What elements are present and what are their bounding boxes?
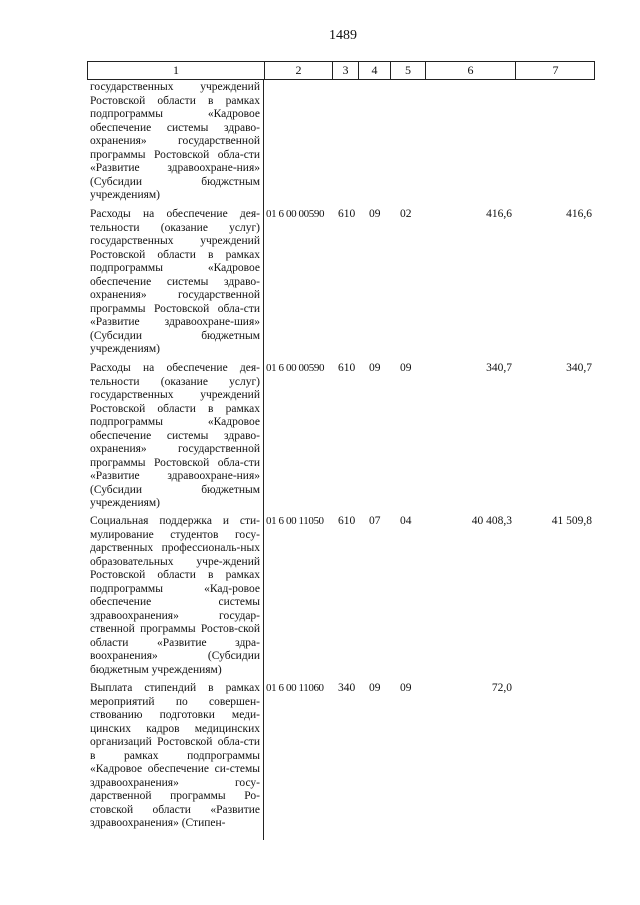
row-description: Расходы на обеспечение дея-тельности (оказание услуг) государственных учреждений Ростовской области в рамках подпрограммы «Кадровое обеспечение системы здраво-охранения» государственной программы Ростовской обла-сти «Развитие здравоохране-ния» (Субсидии бюджетным учреждениям) bbox=[90, 362, 260, 509]
row-amount-col6: 340,7 bbox=[486, 362, 512, 374]
column-header-1: 1 bbox=[173, 63, 179, 77]
row-amount-col7: 340,7 bbox=[566, 362, 592, 374]
row-subsection: 04 bbox=[400, 515, 412, 527]
column-header-7: 7 bbox=[515, 62, 595, 79]
row-target-code: 01 6 00 00590 bbox=[266, 208, 325, 220]
row-section: 09 bbox=[369, 208, 381, 220]
row-target-code: 01 6 00 11060 bbox=[266, 682, 324, 694]
row-amount-col7: 41 509,8 bbox=[551, 515, 592, 527]
page-number: 1489 bbox=[329, 28, 357, 43]
row-amount-col6: 40 408,3 bbox=[471, 515, 512, 527]
row-description: Выплата стипендий в рамках мероприятий по совершен-ствованию подготовки меди-цинских кадров медицинских организаций Ростовской обла-сти в рамках подпрограммы «Кадровое обеспечение си-стемы здравоохранения» госу-дарственной программы Ро-стовской области «Развитие здравоохранения» (Стипен- bbox=[90, 682, 260, 829]
column-header-3: 3 bbox=[332, 62, 358, 79]
row-section: 07 bbox=[369, 515, 381, 527]
table-header-row bbox=[87, 61, 595, 80]
row-expense-type: 610 bbox=[338, 208, 356, 220]
row-description: Социальная поддержка и сти-мулирование студентов госу-дарственных профессиональ-ных образовательных учре-ждений Ростовской области в рамках подпрограммы «Кад-ровое обеспечение системы здравоохранения» государ-ственной программы Ростов-ской области «Развитие здра-воохранения» (Субсидии бюджетным учреждениям) bbox=[90, 515, 260, 676]
row-expense-type: 610 bbox=[338, 515, 356, 527]
row-target-code: 01 6 00 00590 bbox=[266, 362, 325, 374]
column-header-4: 4 bbox=[358, 62, 390, 79]
row-section: 09 bbox=[369, 682, 381, 694]
row-subsection: 02 bbox=[400, 208, 412, 220]
row-expense-type: 610 bbox=[338, 362, 356, 374]
row-amount-col6: 72,0 bbox=[491, 682, 512, 694]
column-divider bbox=[263, 80, 264, 840]
row-section: 09 bbox=[369, 362, 381, 374]
column-header-5: 5 bbox=[390, 62, 425, 79]
row-amount-col6: 416,6 bbox=[486, 208, 512, 220]
column-header-6: 6 bbox=[425, 62, 515, 79]
row-target-code: 01 6 00 11050 bbox=[266, 515, 324, 527]
row-subsection: 09 bbox=[400, 682, 412, 694]
row-expense-type: 340 bbox=[338, 682, 356, 694]
row-description: Расходы на обеспечение дея-тельности (оказание услуг) государственных учреждений Ростовской области в рамках подпрограммы «Кадровое обеспечение системы здраво-охранения» государственной программы Ростовской обла-сти «Развитие здравоохране-шия» (Субсидии бюджетным учреждениям) bbox=[90, 208, 260, 355]
budget-table bbox=[87, 61, 595, 829]
row-subsection: 09 bbox=[400, 362, 412, 374]
column-header-2: 2 bbox=[264, 62, 332, 79]
row-description: государственных учреждений Ростовской области в рамках подпрограммы «Кадровое обеспечение системы здраво-охранения» государственной программы Ростовской обла-сти «Развитие здравоохране-ния» (Субсидии бюджстным учреждениям) bbox=[90, 81, 260, 201]
row-amount-col7: 416,6 bbox=[566, 208, 592, 220]
